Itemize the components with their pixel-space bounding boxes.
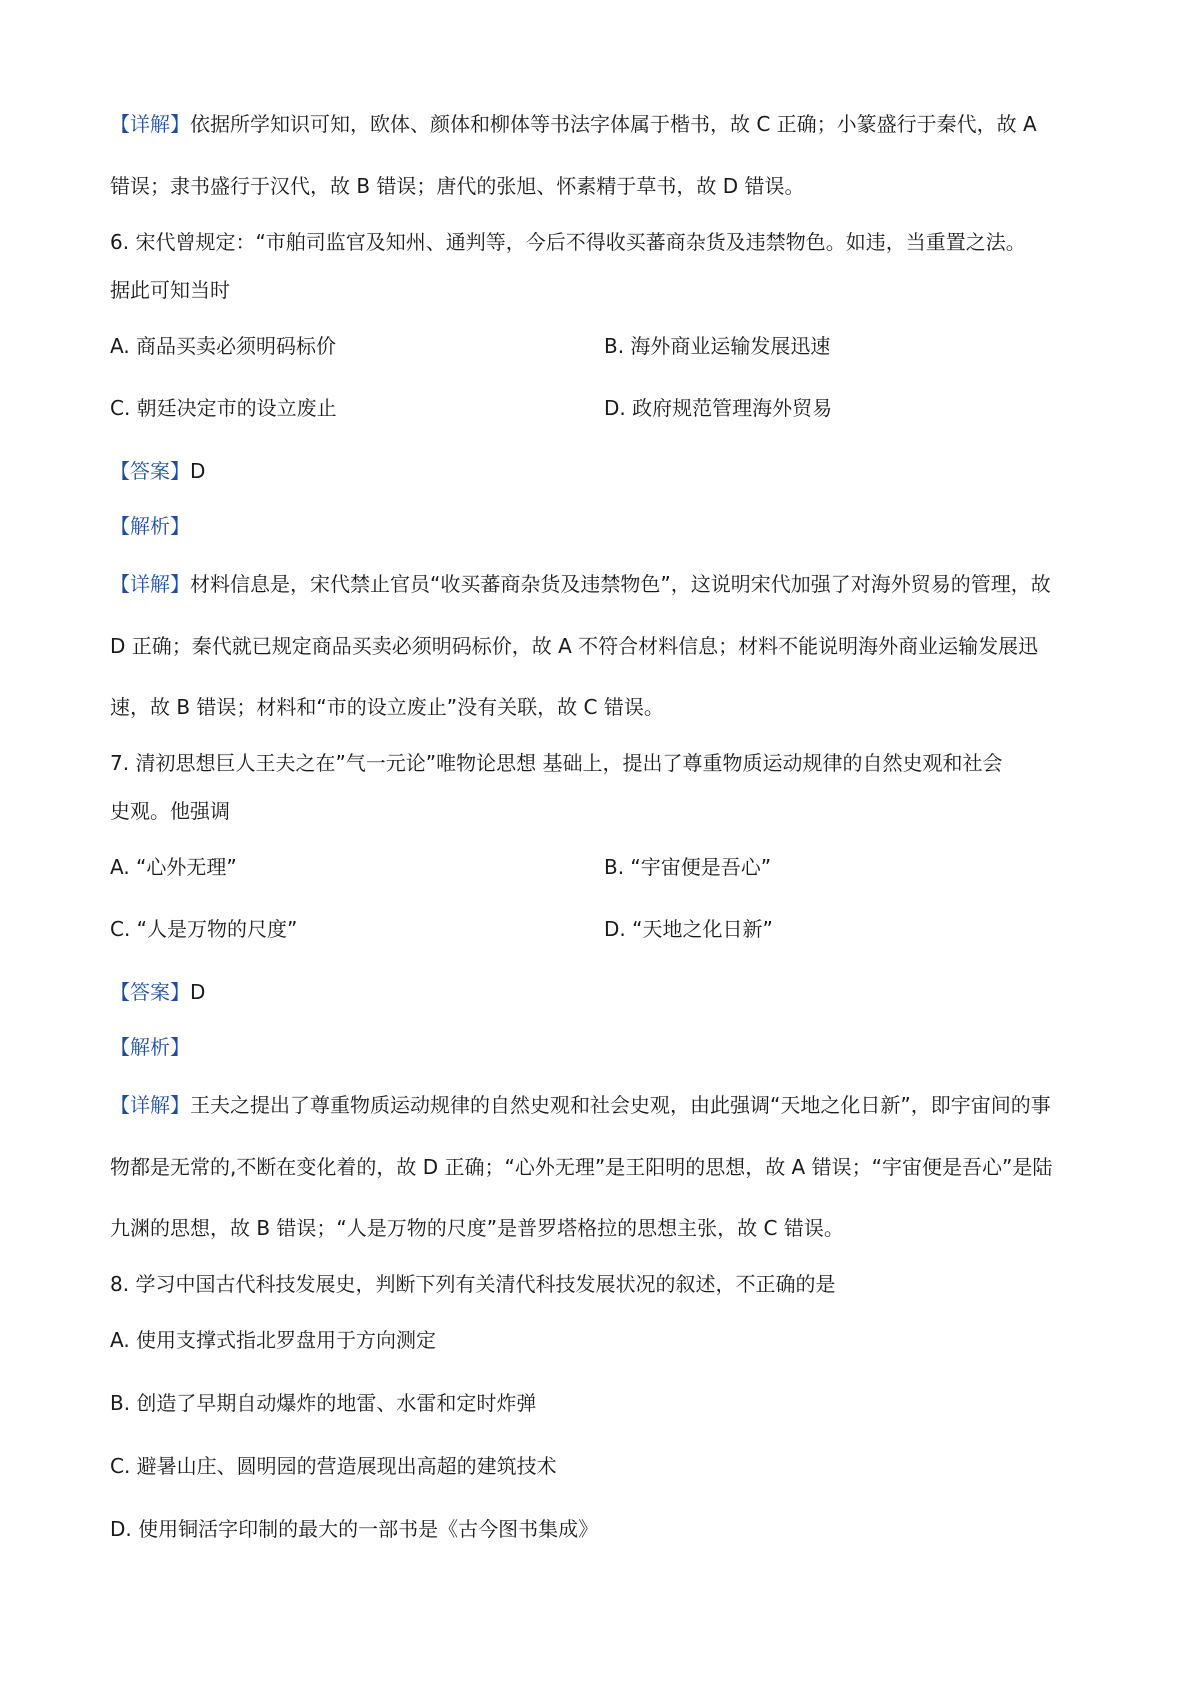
q8-option-b: B. 创造了早期自动爆炸的地雷、水雷和定时炸弹 [110, 1391, 537, 1415]
q6-option-b: B. 海外商业运输发展迅速 [604, 334, 831, 358]
explain-text: 王夫之提出了尊重物质运动规律的自然史观和社会史观，由此强调“天地之化日新”，即宇宙间的事 [190, 1093, 1051, 1117]
answer-value: D [190, 459, 206, 483]
q8-stem: 8. 学习中国古代科技发展史，判断下列有关清代科技发展状况的叙述，不正确的是 [110, 1272, 836, 1296]
q8-option-a: A. 使用支撑式指北罗盘用于方向测定 [110, 1328, 437, 1352]
q7-explain-line-1 [110, 1091, 1100, 1119]
q8-option-c: C. 避暑山庄、圆明园的营造展现出高超的建筑技术 [110, 1454, 557, 1478]
explain-text: 依据所学知识可知，欧体、颜体和柳体等书法字体属于楷书，故 C 正确；小篆盛行于秦代，故 A [190, 112, 1037, 136]
q6-analysis-tag: 【解析】 [110, 514, 190, 538]
q6-answer [110, 457, 1100, 485]
q6-option-d: D. 政府规范管理海外贸易 [604, 396, 833, 420]
answer-tag: 【答案】 [110, 980, 190, 1004]
q6-explain-line-3: 速，故 B 错误；材料和“市的设立废止”没有关联，故 C 错误。 [110, 695, 664, 719]
answer-tag: 【答案】 [110, 459, 190, 483]
q7-option-c: C. “人是万物的尺度” [110, 917, 298, 941]
q7-option-d: D. “天地之化日新” [604, 917, 773, 941]
q6-explain-line-1 [110, 570, 1100, 598]
explain-tag: 【详解】 [110, 1093, 190, 1117]
q6-explain-line-2: D 正确；秦代就已规定商品买卖必须明码标价，故 A 不符合材料信息；材料不能说明海外商业运输发展迅 [110, 634, 1039, 658]
q5-explain-line-1 [110, 110, 1100, 138]
q5-explain-line-2: 错误；隶书盛行于汉代，故 B 错误；唐代的张旭、怀素精于草书，故 D 错误。 [110, 174, 805, 198]
q7-explain-line-2: 物都是无常的,不断在变化着的，故 D 正确；“心外无理”是王阳明的思想，故 A 错误；“宇宙便是吾心”是陆 [110, 1155, 1053, 1179]
explain-tag: 【详解】 [110, 112, 190, 136]
q7-stem-line-1: 7. 清初思想巨人王夫之在”气一元论”唯物论思想 基础上，提出了尊重物质运动规律的自然史观和社会 [110, 751, 1003, 775]
q7-option-b: B. “宇宙便是吾心” [604, 855, 772, 879]
q7-stem-line-2: 史观。他强调 [110, 799, 230, 823]
q6-stem-line-1: 6. 宋代曾规定：“市舶司监官及知州、通判等，今后不得收买蕃商杂货及违禁物色。如违，当重置之法。 [110, 230, 1026, 254]
q6-option-a: A. 商品买卖必须明码标价 [110, 334, 337, 358]
explain-tag: 【详解】 [110, 572, 190, 596]
answer-value: D [190, 980, 206, 1004]
explain-text: 材料信息是，宋代禁止官员“收买蕃商杂货及违禁物色”，这说明宋代加强了对海外贸易的管理，故 [190, 572, 1051, 596]
q7-option-a: A. “心外无理” [110, 855, 237, 879]
q7-answer [110, 978, 1100, 1006]
q8-option-d: D. 使用铜活字印制的最大的一部书是《古今图书集成》 [110, 1517, 599, 1541]
q7-analysis-tag: 【解析】 [110, 1035, 190, 1059]
q7-explain-line-3: 九渊的思想，故 B 错误；“人是万物的尺度”是普罗塔格拉的思想主张，故 C 错误。 [110, 1216, 844, 1240]
q6-stem-line-2: 据此可知当时 [110, 278, 230, 302]
q6-option-c: C. 朝廷决定市的设立废止 [110, 396, 337, 420]
